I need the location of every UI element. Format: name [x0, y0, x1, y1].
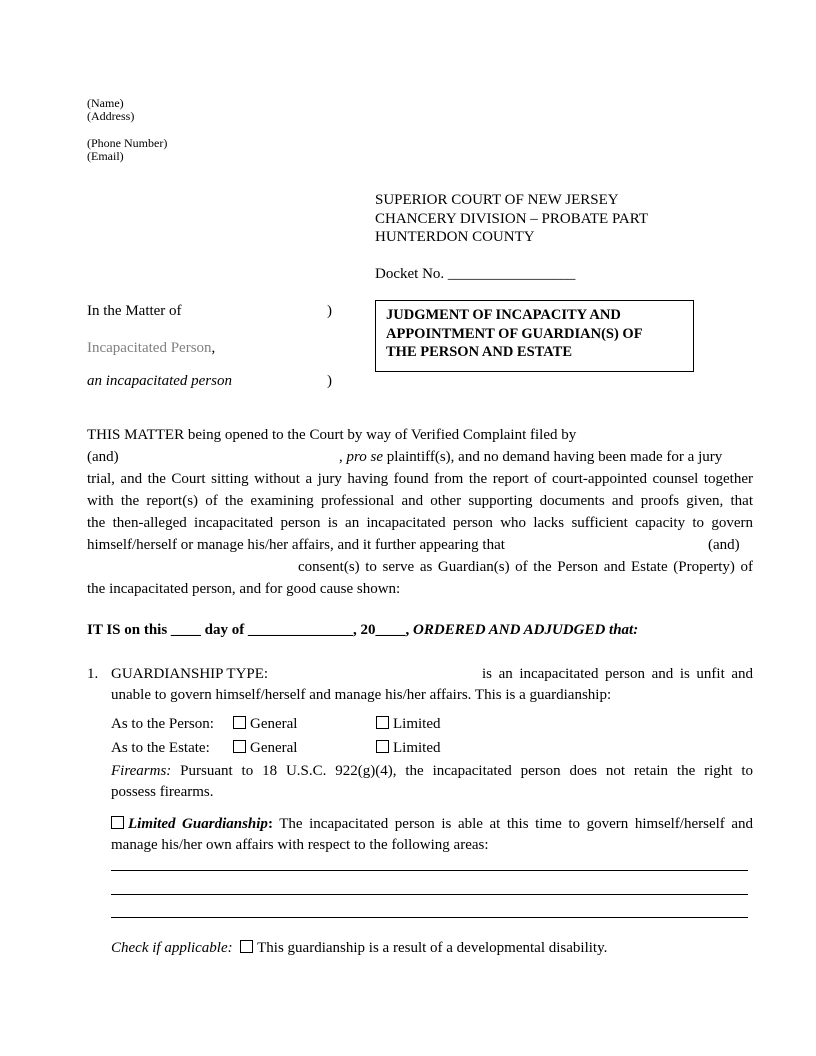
item-1-number: 1.	[87, 666, 99, 682]
order-line: IT IS on this ____ day of ______________, 20____, ORDERED AND ADJUDGED that:	[87, 622, 639, 638]
checkbox-icon	[376, 716, 389, 729]
body-line-8: the incapacitated person, and for good cause shown:	[87, 581, 401, 597]
item-1-line-2: unable to govern himself/herself and manage his/her affairs. This is a guardianship:	[111, 687, 612, 703]
title-line-2: APPOINTMENT OF GUARDIAN(S) OF	[386, 325, 643, 342]
body-line-4: with the report(s) of the examining professional and other supporting documents and proofs given, that	[87, 493, 753, 509]
areas-blank-line-2[interactable]	[111, 894, 748, 895]
areas-blank-line-3[interactable]	[111, 917, 748, 918]
body-line-3: trial, and the Court sitting without a jury having found from the report of court-appointed counsel together	[87, 471, 753, 487]
checkbox-icon	[233, 716, 246, 729]
body-line-7: consent(s) to serve as Guardian(s) of the Person and Estate (Property) of	[298, 559, 753, 575]
header-email: (Email)	[87, 149, 124, 163]
checkbox-icon	[233, 740, 246, 753]
checkbox-icon	[376, 740, 389, 753]
item-1-tail: is an incapacitated person and is unfit and	[482, 666, 753, 682]
caption-person: Incapacitated Person,	[87, 340, 216, 356]
body-line-1: THIS MATTER being opened to the Court by way of Verified Complaint filed by	[87, 427, 577, 443]
court-name: SUPERIOR COURT OF NEW JERSEY	[375, 192, 619, 208]
limited-guardianship-line: Limited Guardianship: The incapacitated person is able at this time to govern himself/herself and	[111, 813, 753, 835]
estate-general-checkbox[interactable]: General	[233, 737, 297, 759]
header-address: (Address)	[87, 109, 135, 123]
limited-guardianship-checkbox[interactable]	[111, 816, 124, 829]
header-phone: (Phone Number)	[87, 136, 168, 150]
docket-number: Docket No. _________________	[375, 266, 576, 282]
person-general-checkbox[interactable]: General	[233, 713, 297, 735]
estate-limited-checkbox[interactable]: Limited	[376, 737, 441, 759]
developmental-disability-line: Check if applicable: This guardianship is a result of a developmental disability.	[111, 940, 608, 956]
areas-blank-line-1[interactable]	[111, 870, 748, 871]
person-label: As to the Person:	[111, 716, 214, 732]
header-name: (Name)	[87, 96, 124, 110]
body-paragraph	[87, 424, 753, 600]
firearms-line: Firearms: Pursuant to 18 U.S.C. 922(g)(4), the incapacitated person does not retain the right to	[111, 763, 753, 779]
body-line-6: himself/herself or manage his/her affairs, and it further appearing that (and)	[87, 537, 740, 553]
body-line-5: the then-alleged incapacitated person is an incapacitated person who lacks sufficient capacity to govern	[87, 515, 753, 531]
court-county: HUNTERDON COUNTY	[375, 229, 535, 245]
title-line-3: THE PERSON AND ESTATE	[386, 344, 572, 360]
incapacitated-person-placeholder[interactable]: Incapacitated Person	[87, 340, 212, 356]
person-limited-checkbox[interactable]: Limited	[376, 713, 441, 735]
developmental-disability-checkbox[interactable]	[240, 940, 253, 953]
title-line-1: JUDGMENT OF INCAPACITY AND	[386, 307, 621, 323]
item-1-label: GUARDIANSHIP TYPE:	[111, 666, 269, 682]
limited-guardianship-line-2: manage his/her own affairs with respect to the following areas:	[111, 837, 489, 853]
caption-paren-1: )	[327, 303, 332, 319]
caption-in-matter: In the Matter of	[87, 303, 182, 319]
caption-incapacitated: an incapacitated person	[87, 373, 232, 389]
firearms-line-2: possess firearms.	[111, 784, 214, 800]
body-line-2: (and) , pro se plaintiff(s), and no demand having been made for a jury	[87, 449, 723, 465]
judgment-title-box	[375, 300, 694, 372]
court-division: CHANCERY DIVISION – PROBATE PART	[375, 210, 649, 227]
estate-label: As to the Estate:	[111, 740, 210, 756]
caption-paren-2: )	[327, 373, 332, 389]
